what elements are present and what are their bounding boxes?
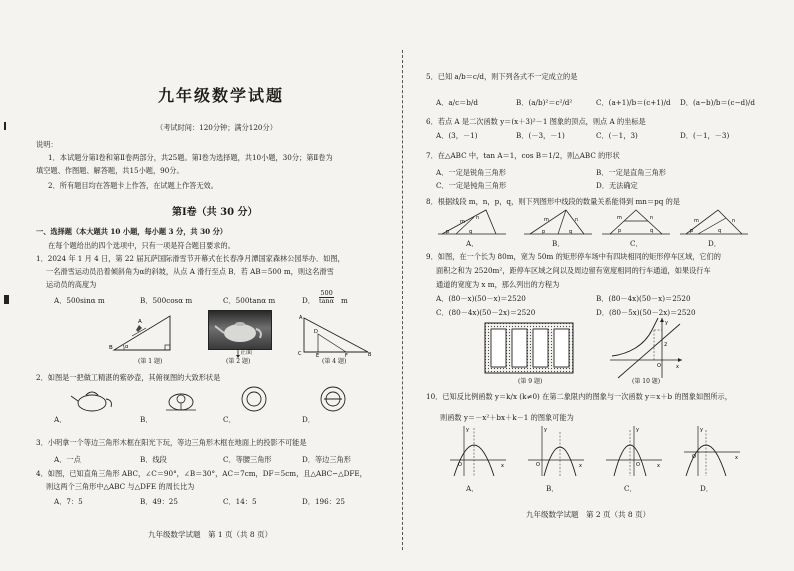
exam-title: 九年级数学试题 [158,86,285,105]
qb-o: O [536,462,540,468]
page-footer: 九年级数学试题 第 1 页（共 8 页） [148,530,273,539]
question-5: 5．已知 a/b＝c/d，则下列各式不一定成立的是 [426,72,578,81]
q8-figure-c [600,206,672,238]
caption-fig-4: (第 4 题) [322,358,347,365]
q3-option-d: D．等边三角形 [302,455,351,464]
page-footer-2: 九年级数学试题 第 2 页（共 8 页） [526,510,651,519]
label-f4: F [345,353,348,358]
qd-x: x [735,455,738,461]
question-10: 10．已知反比例函数 y＝k/x (k≠0) 在第二象限内的图象与一次函数 y＝x＋b 的图象如图所示， [426,392,732,401]
caption-fig-2: (第 2 题) [226,358,251,365]
q1-option-d: D． [302,296,315,305]
q6-option-a: A．(3，－1) [436,131,478,140]
q9-option-b: B．(80－4x)(50－x)＝2520 [596,294,691,303]
question-8: 8．根据线段 m，n，p，q，则下列图形中线段的数量关系能得到 mn＝pq 的是 [426,197,680,206]
label-alpha: α [125,344,129,350]
q8b-m: m [544,217,549,223]
question-1-cont2: 运动员的高度为 [46,280,97,289]
q4-option-b: B．49：25 [140,497,178,506]
qb-x: x [579,463,582,469]
figure-10-graph [608,316,684,380]
question-1: 1．2024 年 1 月 4 日，第 22 届瓦萨国际滑雪节开幕式在长春净月潭国家森林公园举办．如图， [36,254,345,263]
page-2 [418,0,768,571]
q4-option-a: A．7：5 [54,497,83,506]
q10-graph-c [604,424,664,478]
question-3: 3．小明拿一个等边三角形木框在阳光下玩，等边三角形木框在地面上的投影不可能是 [36,438,307,447]
note-2: 2．所有题目均在答题卡上作答，在试题上作答无效。 [48,181,218,190]
note-1: 1．本试题分第Ⅰ卷和第Ⅱ卷两部分，共25题。第Ⅰ卷为选择题，共10小题，30分；第Ⅱ卷为 [48,153,333,162]
q5-option-d: D．(a−b)/b＝(c−d)/d [680,98,755,107]
q6-option-b: B．(－3，－1) [516,131,565,140]
label-b: B [109,345,113,351]
q1-option-a: A．500sinα m [54,296,105,305]
question-9-cont2: 通道的宽度为 x m，那么列出的方程为 [436,280,560,289]
figure-1-slope [108,310,188,358]
q3-option-b: B．线段 [140,455,167,464]
qd-o: O [692,454,696,460]
label-e4: E [316,353,320,358]
q8-figure-a [436,206,508,238]
q8-option-a: A． [466,239,479,248]
q3-option-c: C．等腰三角形 [223,455,272,464]
binding-mark [4,122,6,130]
fig10-o: O [657,363,661,369]
q8-option-b: B． [552,239,565,248]
label-c4: C [298,351,302,357]
part-heading: 一、选择题（本大题共 10 小题，每小题 3 分，共 30 分） [36,227,227,236]
qd-y: y [700,427,703,433]
q8d-n: n [732,218,736,224]
question-9-cont: 面积之和为 2520m²，距停车区域之间以及周边留有宽度相同的行车通道，如果设行车 [436,266,711,275]
q8a-q: q [469,229,473,235]
q9-option-c: C．(80－4x)(50－2x)＝2520 [436,308,536,317]
q2-option-d: D． [302,415,315,424]
question-6: 6．若点 A 是二次函数 y＝(x＋3)²－1 图象的顶点，则点 A 的坐标是 [426,117,646,126]
note-1-cont: 填空题、作图题、解答题，共15小题，90分。 [36,166,184,175]
question-1-cont: 一名滑雪运动员沿着倾斜角为α的斜坡，从点 A 滑行至点 B．若 AB＝500 m，则这名滑雪 [46,267,334,276]
teapot-view-b-icon [156,384,206,414]
q8d-p: p [690,228,694,234]
teapot-view-a-icon [68,384,118,414]
teapot-view-d-icon [313,384,353,414]
q6-option-c: C．(－1，3) [596,131,638,140]
qa-x: x [501,463,504,469]
q10-graph-d [682,424,742,478]
q8-option-c: C． [630,239,643,248]
q10-option-a: A． [466,484,479,493]
q8c-q: q [650,228,654,234]
q10-graph-a [448,424,508,478]
q7-option-d: D．无法确定 [596,181,638,190]
q3-option-a: A．一点 [54,455,81,464]
q8b-q: q [569,229,573,235]
q5-option-a: A．a/c＝b/d [436,98,478,107]
fig10-two: 2 [664,342,668,348]
page-1 [30,0,390,571]
q8a-n: n [476,215,480,221]
caption-fig-9: (第 9 题) [518,378,543,385]
q5-option-c: C．(a+1)/b＝(c+1)/d [596,98,671,107]
figure-2-teapot-photo [208,310,272,350]
caption-fig-1: (第 1 题) [138,358,163,365]
question-2: 2．如图是一把做工精湛的紫砂壶，其俯视图的大致形状是 [36,373,221,382]
q2-option-a: A． [54,415,67,424]
label-d4: D [314,329,318,335]
q8b-n: n [575,217,579,223]
notes-label: 说明： [36,140,58,149]
q8-figure-d [678,206,750,238]
q8b-p: p [542,229,546,235]
q8-option-d: D． [708,239,721,248]
section-title: 第Ⅰ卷（共 30 分） [172,207,258,218]
qa-o: O [458,462,462,468]
qa-y: y [466,427,469,433]
q8-figure-b [522,206,594,238]
fraction-denominator: tanα [319,297,335,306]
part-description: 在每个题给出的四个选项中，只有一项是符合题目要求的。 [48,241,235,250]
q7-option-b: B．一定是直角三角形 [596,168,666,177]
q8c-n: n [650,215,654,221]
q8c-m: m [617,215,622,221]
q7-option-a: A．一定是锐角三角形 [436,168,506,177]
q2-option-c: C． [223,415,236,424]
q10-option-d: D． [700,484,713,493]
q8a-m: m [460,219,465,225]
question-10-cont: 则函数 y＝－x²＋bx＋k－1 的图象可能为 [440,413,574,422]
label-a4: A [299,315,303,321]
q9-option-a: A．(80－x)(50－x)＝2520 [436,294,526,303]
q8a-p: p [446,229,450,235]
question-9: 9．如图，在一个长为 80m，宽为 50m 的矩形停车场中有四块相同的矩形停车区域，它们的 [426,252,721,261]
q10-option-c: C． [624,484,637,493]
fraction-numerator: 500 [320,289,333,297]
q10-graph-b [526,424,586,478]
binding-mark [4,295,9,304]
q1-option-d-unit: m [341,296,348,305]
q7-option-c: C．一定是钝角三角形 [436,181,507,190]
figure-9-parking-lot [484,322,574,374]
qc-o: O [636,462,640,468]
q8d-m: m [694,218,699,224]
q2-option-b: B． [140,415,153,424]
caption-fig-10: (第 10 题) [632,378,661,385]
teapot-shape [209,311,271,349]
fig10-y: y [665,320,668,326]
question-4: 4．如图，已知直角三角形 ABC，∠C＝90°，∠B＝30°，AC＝7cm，DF＝5cm，且△ABC∽△DFE， [36,469,367,478]
question-4-cont: 则这两个三角形中△ABC 与△DFE 的周长比为 [46,482,195,491]
q8d-q: q [718,228,722,234]
label-b4: B [368,352,372,358]
fig10-x: x [676,364,679,370]
qc-y: y [636,427,639,433]
qc-x: x [657,463,660,469]
q4-option-c: C．14：5 [223,497,257,506]
q1-option-b: B．500cosα m [140,296,193,305]
q4-option-d: D．196：25 [302,497,346,506]
figure-4-triangles [296,310,376,358]
q1-option-c: C．500tanα m [223,296,276,305]
question-7: 7．在△ABC 中，tan A＝1，cos B＝1/2，则△ABC 的形状 [426,151,620,160]
front-label: 正面 [240,349,253,356]
exam-info: （考试时间：120分钟；满分120分） [156,123,277,132]
label-a: A [138,319,142,325]
q5-option-b: B．(a/b)²＝c²/d² [516,98,573,107]
q10-option-b: B． [546,484,559,493]
teapot-view-c-icon [234,384,274,414]
qb-y: y [544,427,547,433]
q8c-p: p [618,228,622,234]
q1-option-d-fraction [319,290,334,305]
q6-option-d: D．(－1，－3) [680,131,730,140]
q9-option-d: D．(80－5x)(50－2x)＝2520 [596,308,696,317]
page-divider [402,50,403,550]
